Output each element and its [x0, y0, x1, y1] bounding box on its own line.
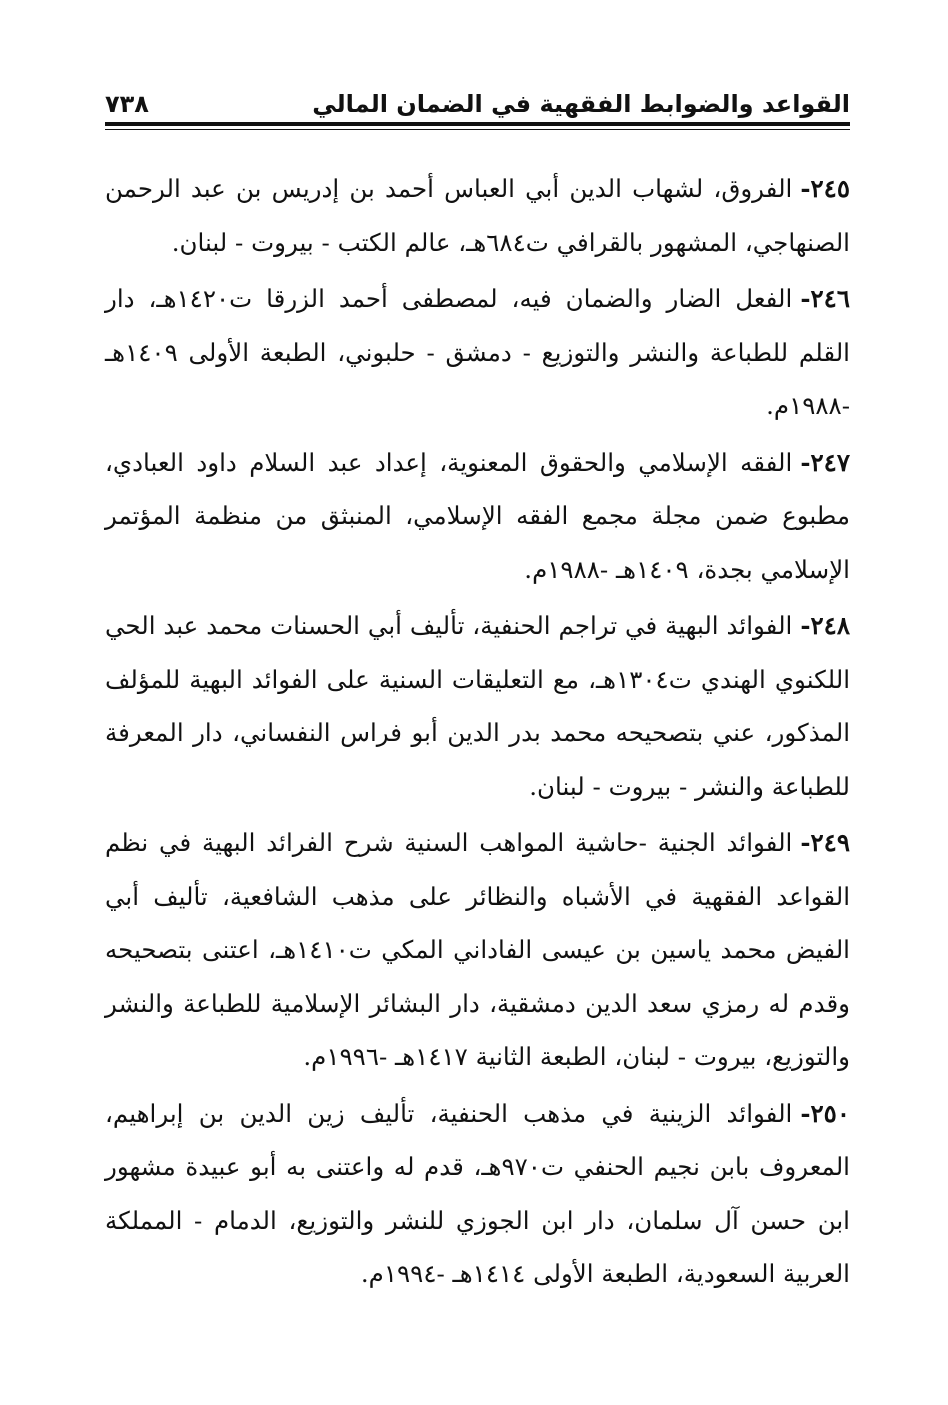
entry-dash: -: [800, 174, 811, 203]
entry-dash: -: [800, 611, 811, 640]
bibliography-list: [105, 162, 850, 1304]
bibliography-entry: [105, 816, 850, 1084]
entry-number: ٢٤٨: [810, 611, 850, 640]
entry-dash: -: [800, 284, 811, 313]
entry-number: ٢٤٥: [810, 174, 850, 203]
entry-text: الفوائد البهية في تراجم الحنفية، تأليف أبي الحسنات محمد عبد الحي اللكنوي الهندي ت١٣٠٤هـ، مع التعليقات السنية على الفوائد البهية للمؤلف المذكور، عني بتصحيحه محمد بدر الدين أبو فراس النفساني، دار المعرفة للطباعة والنشر - بيروت - لبنان.: [105, 611, 850, 801]
entry-text: الفوائد الجنية -حاشية المواهب السنية شرح الفرائد البهية في نظم القواعد الفقهية في الأشباه والنظائر على مذهب الشافعية، تأليف أبي الفيض محمد ياسين بن عيسى الفاداني المكي ت١٤١٠هـ، اعتنى بتصحيحه وقدم له رمزي سعد الدين دمشقية، دار البشائر الإسلامية للطباعة والنشر والتوزيع، بيروت - لبنان، الطبعة الثانية ١٤١٧هـ -١٩٩٦م.: [105, 828, 850, 1071]
header-rule-thin: [105, 129, 850, 130]
header-rule-thick: [105, 122, 850, 126]
entry-dash: -: [800, 828, 811, 857]
entry-number: ٢٥٠: [810, 1098, 850, 1128]
entry-number: ٢٤٦: [810, 284, 850, 313]
entry-dash: -: [800, 1098, 811, 1128]
entry-text: الفعل الضار والضمان فيه، لمصطفى أحمد الزرقا ت١٤٢٠هـ، دار القلم للطباعة والنشر والتوزيع - دمشق - حلبوني، الطبعة الأولى ١٤٠٩هـ -١٩٨٨م.: [105, 284, 850, 420]
bibliography-entry: [105, 1087, 850, 1301]
page-number: ٧٣٨: [105, 90, 149, 118]
bibliography-entry: [105, 436, 850, 597]
entry-dash: -: [800, 447, 811, 477]
running-header: [105, 86, 850, 122]
entry-text: الفوائد الزينية في مذهب الحنفية، تأليف زين الدين بن إبراهيم، المعروف بابن نجيم الحنفي ت٩٧٠هـ، قدم له واعتنى به أبو عبيدة مشهور ابن حسن آل سلمان، دار ابن الجوزي للنشر والتوزيع، الدمام - المملكة العربية السعودية، الطبعة الأولى ١٤١٤هـ -١٩٩٤م.: [105, 1098, 850, 1288]
entry-number: ٢٤٧: [810, 447, 850, 477]
bibliography-entry: [105, 162, 850, 269]
bibliography-entry: [105, 272, 850, 433]
entry-text: الفروق، لشهاب الدين أبي العباس أحمد بن إدريس بن عبد الرحمن الصنهاجي، المشهور بالقرافي ت٦٨٤هـ، عالم الكتب - بيروت - لبنان.: [105, 174, 850, 257]
bibliography-entry: [105, 599, 850, 813]
entry-number: ٢٤٩: [810, 828, 850, 857]
header-title: القواعد والضوابط الفقهية في الضمان المالي: [312, 90, 850, 118]
entry-text: الفقه الإسلامي والحقوق المعنوية، إعداد عبد السلام داود العبادي، مطبوع ضمن مجلة مجمع الفقه الإسلامي، المنبثق من منظمة المؤتمر الإسلامي بجدة، ١٤٠٩هـ -١٩٨٨م.: [105, 447, 850, 584]
